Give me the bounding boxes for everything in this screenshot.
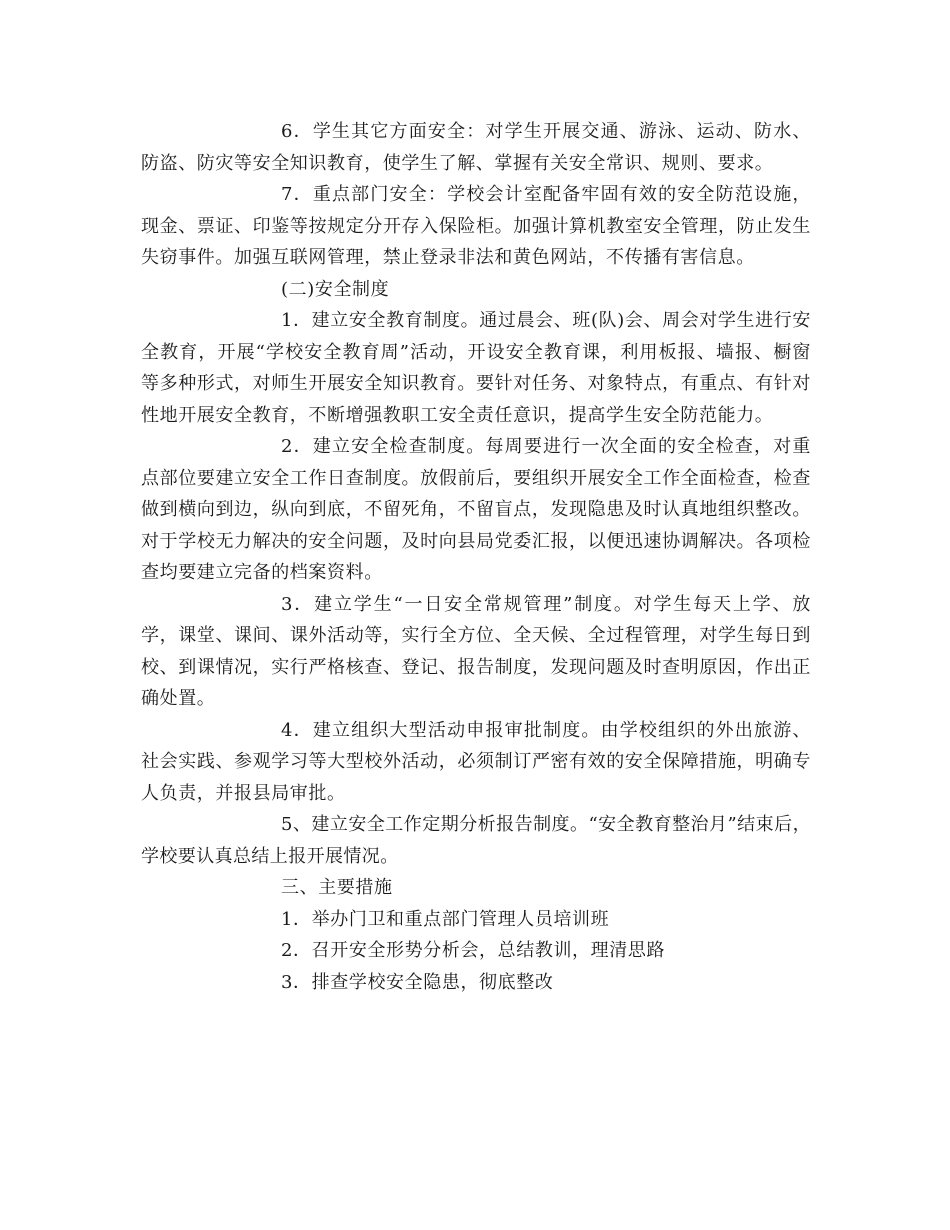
- paragraph-item-7-key-department-safety: 7．重点部门安全：学校会计室配备牢固有效的安全防范设施，现金、票证、印鉴等按规定分开存入保险柜。加强计算机教室安全管理，防止发生失窃事件。加强互联网管理，禁止登录非法和黄色网站，不传播有害信息。: [141, 184, 811, 268]
- section-heading-main-measures: 三、主要措施: [281, 877, 393, 898]
- paragraph-system-5-periodic-report: 5、建立安全工作定期分析报告制度。“安全教育整治月”结束后，学校要认真总结上报开展情况。: [141, 814, 811, 867]
- paragraph-system-4-activity-approval: 4．建立组织大型活动申报审批制度。由学校组织的外出旅游、社会实践、参观学习等大型校外活动，必须制订严密有效的安全保障措施，明确专人负责，并报县局审批。: [141, 719, 811, 804]
- measure-item-1: 1．举办门卫和重点部门管理人员培训班: [281, 908, 610, 930]
- paragraph-item-6-other-safety: 6．学生其它方面安全：对学生开展交通、游泳、运动、防水、防盗、防灾等安全知识教育，使学生了解、掌握有关安全常识、规则、要求。: [141, 121, 811, 174]
- paragraph-system-2-inspection: 2．建立安全检查制度。每周要进行一次全面的安全检查，对重点部位要建立安全工作日查制度。放假前后，要组织开展安全工作全面检查，检查做到横向到边，纵向到底，不留死角，不留盲点，发现隐患及时认真地组织整改。对于学校无力解决的安全问题，及时向县局党委汇报，以便迅速协调解决。各项检查均要建立完备的档案资料。: [141, 436, 811, 583]
- paragraph-system-1-education: 1．建立安全教育制度。通过晨会、班(队)会、周会对学生进行安全教育，开展“学校安全教育周”活动，开设安全教育课，利用板报、墙报、橱窗等多种形式，对师生开展安全知识教育。要针对任务、对象特点，有重点、有针对性地开展安全教育，不断增强教职工安全责任意识，提高学生安全防范能力。: [141, 310, 811, 426]
- document-body: [141, 116, 811, 998]
- measure-item-2: 2．召开安全形势分析会，总结教训，理清思路: [281, 940, 666, 961]
- measure-item-3: 3．排查学校安全隐患，彻底整改: [281, 971, 554, 993]
- section-heading-safety-system: (二)安全制度: [281, 278, 390, 300]
- paragraph-system-3-daily-routine: 3．建立学生“一日安全常规管理”制度。对学生每天上学、放学，课堂、课间、课外活动等，实行全方位、全天候、全过程管理，对学生每日到校、到课情况，实行严格核查、登记、报告制度，发现问题及时查明原因，作出正确处置。: [141, 593, 811, 709]
